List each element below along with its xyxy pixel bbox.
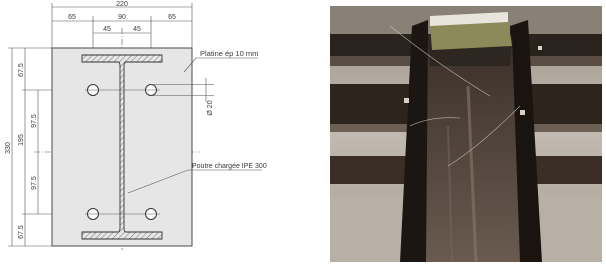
test-setup-photo (330, 6, 602, 262)
dim-left-total: 330 (5, 142, 12, 154)
dim-top-half-left: 45 (103, 26, 111, 33)
label-beam: Poutre chargée IPE 300 (192, 163, 267, 170)
dim-top-half-right: 45 (133, 26, 141, 33)
label-plate: Platine ép 10 mm (200, 49, 259, 58)
photo-test-setup (330, 6, 602, 262)
dim-top-right: 65 (168, 14, 176, 21)
dim-top-left: 65 (68, 14, 76, 21)
dim-left-top-edge: 67.5 (18, 63, 25, 77)
dim-left-half-lower: 97.5 (31, 176, 38, 190)
dim-top-total: 220 (116, 1, 128, 8)
dim-left-bottom-edge: 67.5 (18, 225, 25, 239)
dim-hole-diameter: Ø 20 (207, 100, 214, 116)
dim-top-mid: 90 (118, 14, 126, 21)
dim-left-bolt-span: 195 (18, 134, 25, 146)
dim-left-half-upper: 97.5 (31, 114, 38, 128)
